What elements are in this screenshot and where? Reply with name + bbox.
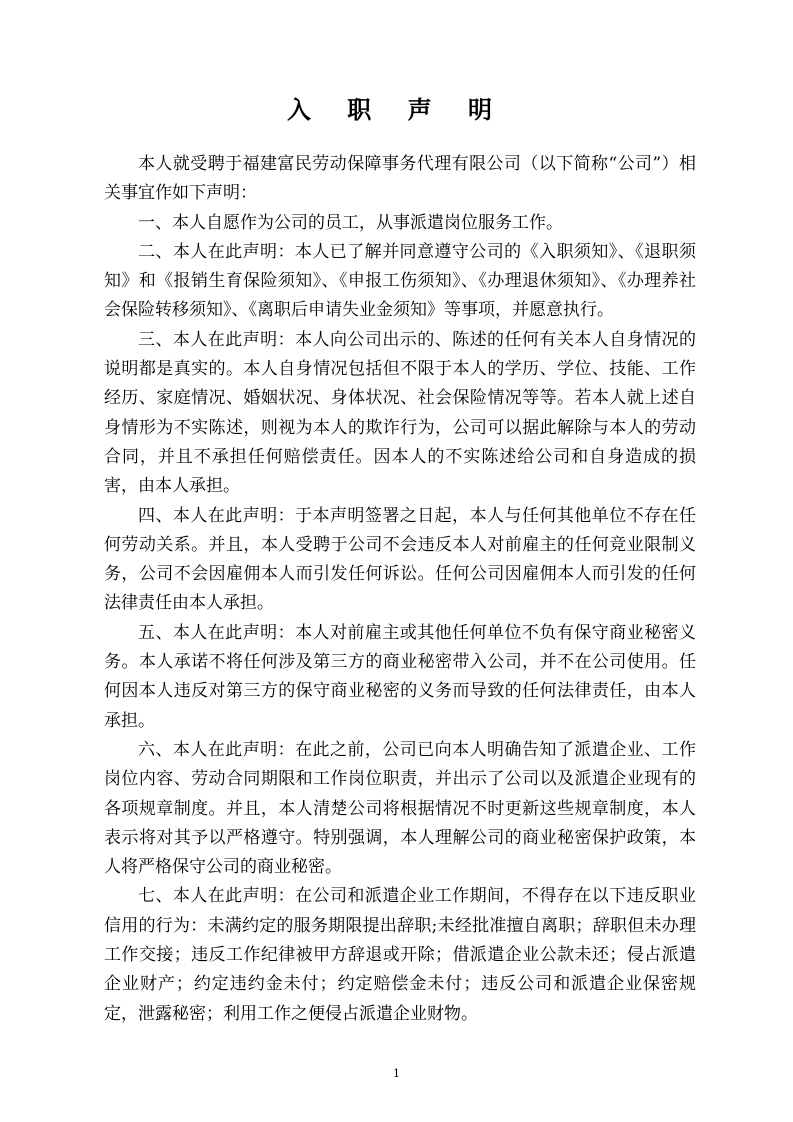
paragraph-clause-3: 三、本人在此声明：本人向公司出示的、陈述的任何有关本人自身情况的说明都是真实的。本人自身情况包括但不限于本人的学历、学位、技能、工作经历、家庭情况、婚姻状况、身体状况、社会保险情况等等。若本人就上述自身情形为不实陈述，则视为本人的欺诈行为，公司可以据此解除与本人的劳动合同，并且不承担任何赔偿责任。因本人的不实陈述给公司和自身造成的损害，由本人承担。 [104,329,696,497]
paragraph-clause-5: 五、本人在此声明：本人对前雇主或其他任何单位不负有保守商业秘密义务。本人承诺不将任何涉及第三方的商业秘密带入公司，并不在公司使用。任何因本人违反对第三方的保守商业秘密的义务而导致的任何法律责任，由本人承担。 [104,622,696,731]
paragraph-intro: 本人就受聘于福建富民劳动保障事务代理有限公司（以下简称“公司”）相关事宜作如下声明： [104,154,696,204]
paragraph-clause-6: 六、本人在此声明：在此之前，公司已向本人明确告知了派遣企业、工作岗位内容、劳动合同期限和工作岗位职责，并出示了公司以及派遣企业现有的各项规章制度。并且，本人清楚公司将根据情况不时更新这些规章制度，本人表示将对其予以严格遵守。特别强调，本人理解公司的商业秘密保护政策，本人将严格保守公司的商业秘密。 [104,739,696,878]
document-body [104,150,696,1029]
document-title: 入 职 声 明 [286,95,507,124]
paragraph-clause-7: 七、本人在此声明：在公司和派遣企业工作期间，不得存在以下违反职业信用的行为：未满约定的服务期限提出辞职;未经批准擅自离职；辞职但未办理工作交接；违反工作纪律被甲方辞退或开除；借派遣企业公款未还；侵占派遣企业财产；约定违约金未付；约定赔偿金未付；违反公司和派遣企业保密规定，泄露秘密；利用工作之便侵占派遣企业财物。 [104,886,696,1024]
paragraph-clause-1: 一、本人自愿作为公司的员工，从事派遣岗位服务工作。 [138,212,563,233]
paragraph-clause-4: 四、本人在此声明：于本声明签署之日起，本人与任何其他单位不存在任何劳动关系。并且，本人受聘于公司不会违反本人对前雇主的任何竞业限制义务，公司不会因雇佣本人而引发任何诉讼。任何公司因雇佣本人而引发的任何法律责任由本人承担。 [104,505,696,614]
paragraph-clause-2: 二、本人在此声明：本人已了解并同意遵守公司的《入职须知》、《退职须知》和《报销生育保险须知》、《申报工伤须知》、《办理退休须知》、《办理养社会保险转移须知》、《离职后申请失业金须知》等事项，并愿意执行。 [104,241,696,321]
page-number: 1 [393,1067,400,1080]
